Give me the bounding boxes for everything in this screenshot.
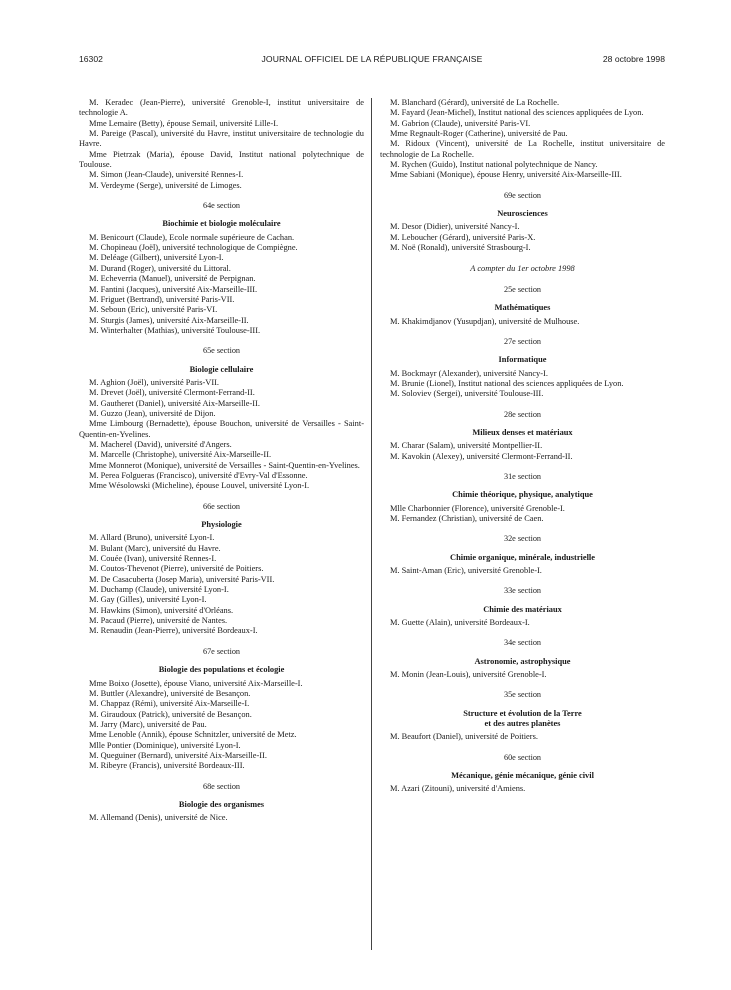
appointment-entry: M. Allard (Bruno), université Lyon-I. <box>89 533 215 543</box>
appointment-entry: Mme Lenoble (Annik), épouse Schnitzler, université de Metz. <box>89 730 297 740</box>
appointment-entry: Mme Wésolowski (Micheline), épouse Louvel, université Lyon-I. <box>89 481 310 491</box>
appointment-entry: M. Keradec (Jean-Pierre), université Grenoble-I, institut universitaire de technologie A. <box>79 98 364 118</box>
section-title: Informatique <box>498 355 547 365</box>
appointment-entry: Mme Pietrzak (Maria), épouse David, Institut national polytechnique de Toulouse. <box>79 149 364 170</box>
section-title: Biologie des populations et écologie <box>158 665 285 675</box>
section-block <box>380 586 665 628</box>
section-number: 60e section <box>503 752 542 762</box>
appointment-entry: M. Fernandez (Christian), université de Caen. <box>390 513 544 523</box>
appointment-entry: M. Ribeyre (Francis), université Bordeaux-III. <box>89 761 245 771</box>
appointment-entry: Mme Monnerot (Monique), université de Versailles - Saint-Quentin-en-Yvelines. <box>89 460 360 470</box>
page-header <box>79 54 665 68</box>
appointment-entry: M. Leboucher (Gérard), université Paris-X. <box>390 232 536 242</box>
section-title: Mécanique, génie mécanique, génie civil <box>451 771 594 781</box>
section-title: Astronomie, astrophysique <box>474 656 571 666</box>
appointment-entry: M. Durand (Roger), université du Littoral. <box>89 263 231 273</box>
appointment-entry: M. Azari (Zitouni), université d'Amiens. <box>390 784 526 794</box>
left-column <box>79 98 364 824</box>
appointment-entry: M. Fayard (Jean-Michel), Institut national des sciences appliquées de Lyon. <box>390 108 644 118</box>
appointment-entry: M. Deléage (Gilbert), université Lyon-I. <box>89 253 224 263</box>
appointment-entry: M. Gay (Gilles), université Lyon-I. <box>89 595 207 605</box>
appointment-entry: M. Drevet (Joël), université Clermont-Ferrand-II. <box>89 388 255 398</box>
section-number: 66e section <box>202 501 241 511</box>
section-block <box>380 410 665 462</box>
appointment-entry: M. Hawkins (Simon), université d'Orléans. <box>89 605 234 615</box>
appointment-entry: M. Brunie (Lionel), Institut national des sciences appliquées de Lyon. <box>390 378 624 388</box>
appointment-entry: M. Guzzo (Jean), université de Dijon. <box>89 408 216 418</box>
appointment-entry: M. Kavokin (Alexey), université Clermont-Ferrand-II. <box>390 451 573 461</box>
appointment-entry: M. Renaudin (Jean-Pierre), université Bordeaux-I. <box>89 626 258 636</box>
section-title: Neurosciences <box>497 209 548 219</box>
appointment-entry: Mlle Charbonnier (Florence), université Grenoble-I. <box>390 503 565 513</box>
section-block <box>79 201 364 336</box>
appointment-entry: M. Desor (Didier), université Nancy-I. <box>390 222 520 232</box>
section-title: Biologie cellulaire <box>189 364 254 374</box>
appointment-entry: M. Benicourt (Claude), Ecole normale supérieure de Cachan. <box>89 232 295 242</box>
section-number: 68e section <box>202 781 241 791</box>
appointment-entry: M. Chopineau (Joël), université technologique de Compiègne. <box>89 243 298 253</box>
appointment-entry: M. Blanchard (Gérard), université de La Rochelle. <box>390 98 560 107</box>
appointment-entry: M. Charar (Salam), université Montpellier-II. <box>390 441 543 451</box>
section-title: Biologie des organismes <box>178 799 265 809</box>
appointment-entry: Mlle Pontier (Dominique), université Lyon-I. <box>89 740 241 750</box>
appointment-entry: M. Giraudoux (Patrick), université de Besançon. <box>89 709 252 719</box>
appointment-entry: M. Echeverria (Manuel), université de Perpignan. <box>89 274 256 284</box>
section-block <box>380 638 665 680</box>
section-block <box>79 782 364 824</box>
appointment-entry: M. Simon (Jean-Claude), université Rennes-I. <box>89 170 244 180</box>
appointment-entry: M. Couée (Ivan), université Rennes-I. <box>89 554 217 564</box>
section-number: 34e section <box>503 638 542 648</box>
appointment-entry: M. De Casacuberta (Josep Maria), université Paris-VII. <box>89 574 275 584</box>
section-number: 35e section <box>503 690 542 700</box>
section-number: 69e section <box>503 190 542 200</box>
appointment-entry: M. Noë (Ronald), université Strasbourg-I. <box>390 243 531 253</box>
appointment-entry: M. Coutos-Thevenot (Pierre), université de Poitiers. <box>89 564 264 574</box>
appointment-entry: M. Gabrion (Claude), université Paris-VI. <box>390 118 531 128</box>
appointment-entry: Mme Limbourg (Bernadette), épouse Bouchon, université de Versailles - Saint-Quentin-en-Yvelines. <box>79 419 364 439</box>
appointment-entry: Mme Lemaire (Betty), épouse Semail, université Lille-I. <box>89 118 279 128</box>
column-divider <box>371 98 372 950</box>
appointment-entry: M. Bulant (Marc), université du Havre. <box>89 543 221 553</box>
section-number: 32e section <box>503 534 542 544</box>
section-block <box>79 502 364 637</box>
appointment-entry: M. Verdeyme (Serge), université de Limoges. <box>89 180 242 190</box>
issue-date: 28 octobre 1998 <box>602 54 665 64</box>
section-title: Chimie théorique, physique, analytique <box>452 490 593 500</box>
appointment-entry: M. Pacaud (Pierre), université de Nantes. <box>89 616 228 626</box>
section-number: 27e section <box>503 336 542 346</box>
appointment-entry: M. Buttler (Alexandre), université de Besançon. <box>89 688 251 698</box>
appointment-entry: M. Aghion (Joël), université Paris-VII. <box>89 377 220 387</box>
section-title: Milieux denses et matériaux <box>472 427 573 437</box>
right-column <box>380 98 665 795</box>
appointment-entry: M. Perea Folgueras (Francisco), université d'Evry-Val d'Essonne. <box>89 471 308 480</box>
appointment-entry: M. Friguet (Bertrand), université Paris-VII. <box>89 294 235 304</box>
effective-date-heading: A compter du 1er octobre 1998 <box>470 264 575 274</box>
appointment-entry: M. Duchamp (Claude), université Lyon-I. <box>89 585 229 595</box>
section-block <box>380 472 665 524</box>
appointment-entry: M. Marcelle (Christophe), université Aix-Marseille-II. <box>89 450 272 460</box>
appointment-entry: M. Guette (Alain), université Bordeaux-I. <box>390 618 530 628</box>
appointment-entry: M. Soloviev (Sergei), université Toulouse-III. <box>390 389 544 399</box>
section-block <box>380 690 665 742</box>
appointment-entry: Mme Boixo (Josette), épouse Viano, université Aix-Marseille-I. <box>89 678 303 688</box>
section-block <box>79 346 364 491</box>
appointment-entry: M. Chappaz (Rémi), université Aix-Marseille-I. <box>89 699 250 709</box>
appointment-entry: M. Winterhalter (Mathias), université Toulouse-III. <box>89 325 261 335</box>
appointment-entry: M. Bockmayr (Alexander), université Nancy-I. <box>390 368 548 378</box>
appointment-entry: M. Khakimdjanov (Yusupdjan), université de Mulhouse. <box>390 316 580 326</box>
journal-title: JOURNAL OFFICIEL DE LA RÉPUBLIQUE FRANÇAISE <box>261 54 483 64</box>
appointment-entry: M. Pareige (Pascal), université du Havre, institut universitaire de technologie du Havre. <box>79 129 364 149</box>
appointment-entry: M. Gautheret (Daniel), université Aix-Marseille-II. <box>89 398 260 408</box>
section-number: 25e section <box>503 284 542 294</box>
appointment-entry: M. Beaufort (Daniel), université de Poitiers. <box>390 732 538 742</box>
appointment-entry: M. Saint-Aman (Eric), université Grenoble-I. <box>390 566 542 575</box>
section-title: Biochimie et biologie moléculaire <box>162 219 281 229</box>
section-block <box>380 191 665 254</box>
section-block <box>380 337 665 400</box>
appointment-entry: M. Allemand (Denis), université de Nice. <box>89 813 228 823</box>
section-number: 33e section <box>503 586 542 596</box>
appointment-entry: M. Sturgis (James), université Aix-Marseille-II. <box>89 315 249 325</box>
appointment-entry: M. Rychen (Guido), Institut national polytechnique de Nancy. <box>390 160 598 170</box>
appointment-entry: Mme Sabiani (Monique), épouse Henry, université Aix-Marseille-III. <box>390 170 622 180</box>
section-block <box>79 647 364 772</box>
section-number: 28e section <box>503 409 542 419</box>
appointment-entry: M. Ridoux (Vincent), université de La Rochelle, institut universitaire de technologie de La Rochelle. <box>380 139 665 159</box>
section-title: Physiologie <box>201 520 242 530</box>
section-number: 65e section <box>202 346 241 356</box>
appointment-entry: M. Monin (Jean-Louis), université Grenoble-I. <box>390 670 547 680</box>
appointment-entry: M. Queguiner (Bernard), université Aix-Marseille-II. <box>89 750 267 760</box>
section-title: Chimie organique, minérale, industrielle <box>450 552 595 562</box>
section-block <box>380 534 665 576</box>
page-number: 16302 <box>79 54 103 64</box>
appointment-entry: M. Jarry (Marc), université de Pau. <box>89 719 207 729</box>
section-number: 67e section <box>202 646 241 656</box>
section-title: Structure et évolution de la Terre et des autres planètes <box>463 708 582 729</box>
appointment-entry: M. Seboun (Eric), université Paris-VI. <box>89 305 218 315</box>
section-block <box>380 285 665 327</box>
section-number: 64e section <box>202 201 241 211</box>
appointment-entry: M. Fantini (Jacques), université Aix-Marseille-III. <box>89 284 258 294</box>
appointment-entry: M. Macherel (David), université d'Angers. <box>89 439 232 449</box>
section-number: 31e section <box>503 471 542 481</box>
section-title: Mathématiques <box>494 303 551 313</box>
appointment-entry: Mme Regnault-Roger (Catherine), université de Pau. <box>390 129 568 139</box>
section-title: Chimie des matériaux <box>483 604 562 614</box>
section-block <box>380 753 665 795</box>
